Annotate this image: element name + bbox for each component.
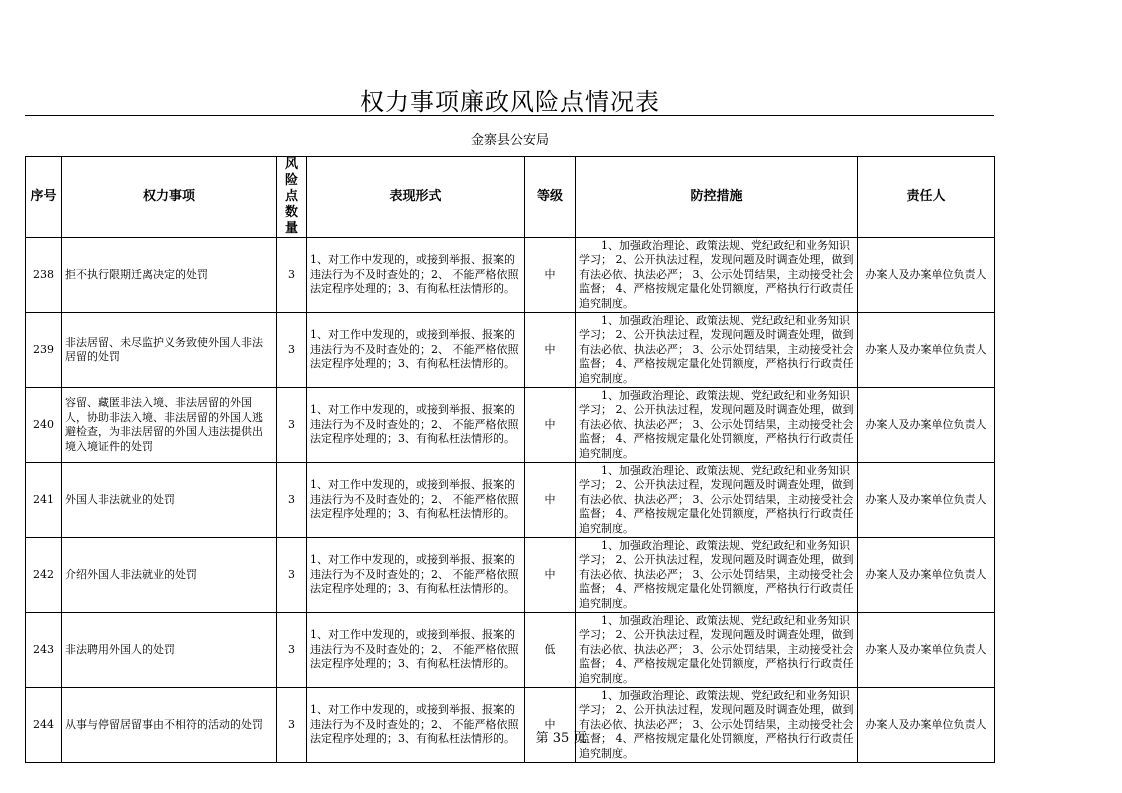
- table-row: [26, 688, 995, 763]
- cell-level: 中: [525, 463, 576, 538]
- cell-responsible: 办案人及办案单位负责人: [858, 688, 995, 763]
- cell-item: 非法聘用外国人的处罚: [62, 613, 277, 688]
- cell-responsible: 办案人及办案单位负责人: [858, 313, 995, 388]
- risk-table: [25, 156, 995, 763]
- header-risk-count: 风险点数量: [277, 157, 307, 238]
- cell-responsible: 办案人及办案单位负责人: [858, 613, 995, 688]
- cell-index: 239: [26, 313, 62, 388]
- table-row: [26, 463, 995, 538]
- cell-item: 容留、藏匿非法入境、非法居留的外国人，协助非法入境、非法居留的外国人逃避检查，为非法居留的外国人违法提供出境入境证件的处罚: [62, 388, 277, 463]
- header-responsible: 责任人: [858, 157, 995, 238]
- table-row: [26, 613, 995, 688]
- header-level: 等级: [525, 157, 576, 238]
- cell-form: 1、对工作中发现的，或接到举报、报案的违法行为不及时查处的；2、 不能严格依照法定程序处理的；3、有徇私枉法情形的。: [307, 613, 525, 688]
- cell-item: 外国人非法就业的处罚: [62, 463, 277, 538]
- header-index: 序号: [26, 157, 62, 238]
- cell-form: 1、对工作中发现的，或接到举报、报案的违法行为不及时查处的；2、 不能严格依照法定程序处理的；3、有徇私枉法情形的。: [307, 313, 525, 388]
- cell-index: 243: [26, 613, 62, 688]
- cell-risk-count: 3: [277, 613, 307, 688]
- cell-measures: 1、加强政治理论、政策法规、党纪政纪和业务知识学习； 2、公开执法过程，发现问题及时调查处理，做到有法必依、执法必严； 3、公示处罚结果，主动接受社会监督； 4、严格按规定量化处罚额度，严格执行行政责任追究制度。: [576, 463, 858, 538]
- cell-risk-count: 3: [277, 688, 307, 763]
- cell-measures: 1、加强政治理论、政策法规、党纪政纪和业务知识学习； 2、公开执法过程，发现问题及时调查处理，做到有法必依、执法必严； 3、公示处罚结果，主动接受社会监督； 4、严格按规定量化处罚额度，严格执行行政责任追究制度。: [576, 688, 858, 763]
- page-number: 第 35 页: [535, 731, 587, 746]
- cell-risk-count: 3: [277, 538, 307, 613]
- header-form: 表现形式: [307, 157, 525, 238]
- cell-level: 中: [525, 388, 576, 463]
- cell-index: 240: [26, 388, 62, 463]
- cell-form: 1、对工作中发现的，或接到举报、报案的违法行为不及时查处的；2、 不能严格依照法定程序处理的；3、有徇私枉法情形的。: [307, 688, 525, 763]
- cell-level: 中: [525, 238, 576, 313]
- cell-measures: 1、加强政治理论、政策法规、党纪政纪和业务知识学习； 2、公开执法过程，发现问题及时调查处理，做到有法必依、执法必严； 3、公示处罚结果，主动接受社会监督； 4、严格按规定量化处罚额度，严格执行行政责任追究制度。: [576, 238, 858, 313]
- cell-measures: 1、加强政治理论、政策法规、党纪政纪和业务知识学习； 2、公开执法过程，发现问题及时调查处理，做到有法必依、执法必严； 3、公示处罚结果，主动接受社会监督； 4、严格按规定量化处罚额度，严格执行行政责任追究制度。: [576, 313, 858, 388]
- cell-responsible: 办案人及办案单位负责人: [858, 238, 995, 313]
- cell-level: 低: [525, 613, 576, 688]
- cell-index: 238: [26, 238, 62, 313]
- cell-item: 非法居留、未尽监护义务致使外国人非法居留的处罚: [62, 313, 277, 388]
- header-measures: 防控措施: [576, 157, 858, 238]
- header-item: 权力事项: [62, 157, 277, 238]
- cell-responsible: 办案人及办案单位负责人: [858, 388, 995, 463]
- table-row: [26, 238, 995, 313]
- title-underline: [25, 115, 994, 116]
- cell-index: 244: [26, 688, 62, 763]
- cell-item: 从事与停留居留事由不相符的活动的处罚: [62, 688, 277, 763]
- cell-item: 介绍外国人非法就业的处罚: [62, 538, 277, 613]
- cell-form: 1、对工作中发现的，或接到举报、报案的违法行为不及时查处的；2、 不能严格依照法定程序处理的；3、有徇私枉法情形的。: [307, 538, 525, 613]
- cell-measures: 1、加强政治理论、政策法规、党纪政纪和业务知识学习； 2、公开执法过程，发现问题及时调查处理，做到有法必依、执法必严； 3、公示处罚结果，主动接受社会监督； 4、严格按规定量化处罚额度，严格执行行政责任追究制度。: [576, 388, 858, 463]
- cell-form: 1、对工作中发现的，或接到举报、报案的违法行为不及时查处的；2、 不能严格依照法定程序处理的；3、有徇私枉法情形的。: [307, 388, 525, 463]
- table-row: [26, 313, 995, 388]
- cell-index: 241: [26, 463, 62, 538]
- cell-risk-count: 3: [277, 313, 307, 388]
- cell-item: 拒不执行限期迁离决定的处罚: [62, 238, 277, 313]
- department-name: 金寨县公安局: [470, 133, 549, 148]
- cell-form: 1、对工作中发现的，或接到举报、报案的违法行为不及时查处的；2、 不能严格依照法定程序处理的；3、有徇私枉法情形的。: [307, 238, 525, 313]
- cell-risk-count: 3: [277, 238, 307, 313]
- cell-responsible: 办案人及办案单位负责人: [858, 463, 995, 538]
- table-header-row: [26, 157, 995, 238]
- table-row: [26, 388, 995, 463]
- cell-measures: 1、加强政治理论、政策法规、党纪政纪和业务知识学习； 2、公开执法过程，发现问题及时调查处理，做到有法必依、执法必严； 3、公示处罚结果，主动接受社会监督； 4、严格按规定量化处罚额度，严格执行行政责任追究制度。: [576, 538, 858, 613]
- cell-risk-count: 3: [277, 463, 307, 538]
- cell-form: 1、对工作中发现的，或接到举报、报案的违法行为不及时查处的；2、 不能严格依照法定程序处理的；3、有徇私枉法情形的。: [307, 463, 525, 538]
- table-row: [26, 538, 995, 613]
- cell-responsible: 办案人及办案单位负责人: [858, 538, 995, 613]
- page-title: 权力事项廉政风险点情况表: [360, 88, 660, 116]
- cell-level: 中: [525, 538, 576, 613]
- cell-index: 242: [26, 538, 62, 613]
- cell-level: 中: [525, 313, 576, 388]
- cell-level: 中: [525, 688, 576, 763]
- cell-risk-count: 3: [277, 388, 307, 463]
- cell-measures: 1、加强政治理论、政策法规、党纪政纪和业务知识学习； 2、公开执法过程，发现问题及时调查处理，做到有法必依、执法必严； 3、公示处罚结果，主动接受社会监督； 4、严格按规定量化处罚额度，严格执行行政责任追究制度。: [576, 613, 858, 688]
